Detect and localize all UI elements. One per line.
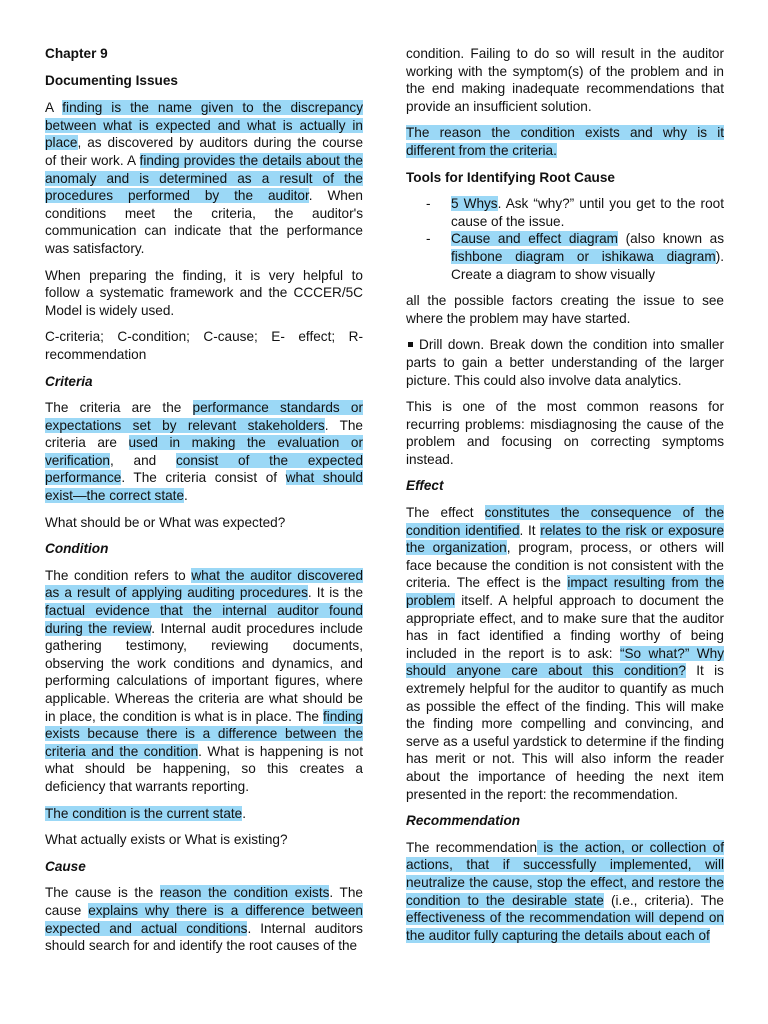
tools-heading: Tools for Identifying Root Cause <box>406 169 615 185</box>
text-run: The condition refers to <box>45 567 192 583</box>
condition-question: What actually exists or What is existing? <box>45 832 288 848</box>
cause-heading: Cause <box>45 858 86 874</box>
text-run: . Internal audit procedures include gathering testimony, reviewing documents, observing the work conditions and dynamics, and performing calculations of important figures, where applicable. Whereas the criteria are what should be in place, the condition is what is in place. The <box>45 620 363 724</box>
text-run: . It is the <box>307 585 363 601</box>
text-run: (i.e., criteria). The <box>603 892 724 908</box>
text-run: . The criteria are <box>45 417 363 451</box>
text-run: , as discovered by auditors during the course of their work. A <box>45 135 363 168</box>
highlighted-text: what the auditor discovered as a result of applying auditing procedures <box>45 567 364 601</box>
text-run: . What is happening is not what should be happening, so this creates a deficiency that warrants reporting. <box>45 743 363 794</box>
text-run: . <box>184 488 188 504</box>
recommendation-paragraph <box>406 839 724 945</box>
criteria-question: What should be or What was expected? <box>45 514 286 530</box>
highlighted-text: 5 Whys <box>451 196 498 212</box>
effect-heading: Effect <box>406 478 444 494</box>
text-run: . The cause <box>45 885 363 918</box>
text-run: itself. A helpful approach to document the appropriate effect, and to make sure that the auditor has in fact identified a finding worthy of being included in the report is to ask: <box>406 593 724 661</box>
highlighted-text: constitutes the consequence of the condition identified <box>406 505 724 538</box>
framework-paragraph: When preparing the finding, it is very helpful to follow a systematic framework and the CCCER/5C Model is widely used. <box>45 267 363 318</box>
highlighted-text: “So what?” Why should anyone care about this condition? <box>406 645 724 679</box>
text-run: The criteria are the <box>45 400 193 416</box>
drill-down-item <box>406 336 724 389</box>
highlighted-text: finding is the name given to the discrepancy between what is expected and what is actually in place <box>45 100 364 151</box>
text-run: . The criteria consist of <box>121 470 286 486</box>
text-run: (also known as <box>617 231 724 247</box>
highlighted-text: relates to the risk or exposure the organization <box>406 522 725 556</box>
text-run: . Internal auditors should search for and identify the root causes of the <box>45 920 363 954</box>
effect-paragraph <box>406 504 724 803</box>
tool-cause-effect-diagram <box>406 230 724 283</box>
condition-heading: Condition <box>45 541 109 557</box>
finding-definition-paragraph <box>45 99 363 257</box>
highlighted-text: The reason the condition exists and why is it different from the criteria. <box>406 125 724 158</box>
text-run: The effect <box>406 505 485 521</box>
square-bullet-icon <box>408 342 413 347</box>
text-run: . Ask “why?” until you get to the root cause of the issue. <box>451 196 724 229</box>
highlighted-text: used in making the evaluation or verification <box>45 435 363 468</box>
recommendation-heading: Recommendation <box>406 813 521 829</box>
cccer-legend-paragraph: C-criteria; C-condition; C-cause; E- effect; R-recommendation <box>45 329 363 362</box>
criteria-paragraph <box>45 399 363 505</box>
cause-continuation-paragraph: condition. Failing to do so will result in the auditor working with the symptom(s) of the problem and in the end making inadequate recommendations that provide an insufficient solution. <box>406 46 724 114</box>
highlighted-text: consist of the expected performance <box>45 452 364 486</box>
highlighted-text: finding provides the details about the anomaly and is determined as a result of the procedures performed by the auditor <box>45 152 363 204</box>
highlighted-text: impact resulting from the problem <box>406 575 724 609</box>
cause-summary <box>406 124 724 159</box>
document-title: Documenting Issues <box>45 72 178 88</box>
tool-five-whys <box>406 195 724 230</box>
tools-continuation: all the possible factors creating the issue to see where the problem may have started. <box>406 293 724 326</box>
criteria-heading: Criteria <box>45 373 93 389</box>
text-run: , and <box>109 452 176 468</box>
highlighted-text: fishbone diagram or ishikawa diagram <box>451 248 716 264</box>
text-run: The recommendation <box>406 839 538 855</box>
highlighted-text: reason the condition exists <box>159 885 330 901</box>
highlighted-text: The condition is the current state <box>45 805 243 821</box>
highlighted-text: is the action, or collection of actions, that if successfully implemented, will neutralize the cause, stop the effect, and restore the condition to the desirable state <box>406 839 724 908</box>
highlighted-text: Cause and effect diagram <box>451 231 618 247</box>
tools-list <box>406 195 724 283</box>
condition-paragraph <box>45 567 363 796</box>
text-run: The cause is the <box>45 885 160 901</box>
text-run: . <box>242 805 246 821</box>
text-run: . When conditions meet the criteria, the auditor's communication can indicate that the performance was satisfactory. <box>45 188 363 256</box>
highlighted-text: explains why there is a difference between expected and actual conditions <box>45 902 363 936</box>
text-run: . It <box>519 522 541 538</box>
drill-down-text: Drill down. Break down the condition into smaller parts to gain a better understanding of the larger picture. This could also involve data analytics. <box>406 337 724 388</box>
highlighted-text: finding exists because there is a difference between the criteria and the condition <box>45 708 363 759</box>
text-run: It is extremely helpful for the auditor to quantify as much as possible the effect of the finding. This will make the finding more compelling and convincing, and serve as a useful yardstick to determine if the finding has merit or not. This will also inform the reader about the importance of heeding the next item presented in the report: the recommendation. <box>406 663 724 802</box>
text-run: A <box>45 100 63 116</box>
chapter-label: Chapter 9 <box>45 46 108 61</box>
highlighted-text: effectiveness of the recommendation will depend on the auditor fully capturing the details about each of <box>406 910 724 943</box>
highlighted-text: what should exist—the correct state <box>45 470 363 504</box>
highlighted-text: performance standards or expectations set by relevant stakeholders <box>45 400 363 433</box>
highlighted-text: factual evidence that the internal auditor found during the review <box>45 603 363 636</box>
cause-paragraph <box>45 884 363 954</box>
misdiagnosis-paragraph: This is one of the most common reasons for recurring problems: misdiagnosing the cause of the problem and focusing on correcting symptoms instead. <box>406 399 724 467</box>
condition-summary <box>45 805 363 823</box>
text-run: ). Create a diagram to show visually <box>451 248 724 282</box>
text-run: , program, process, or others will face because the condition is not consistent with the criteria. The effect is the <box>406 540 724 591</box>
